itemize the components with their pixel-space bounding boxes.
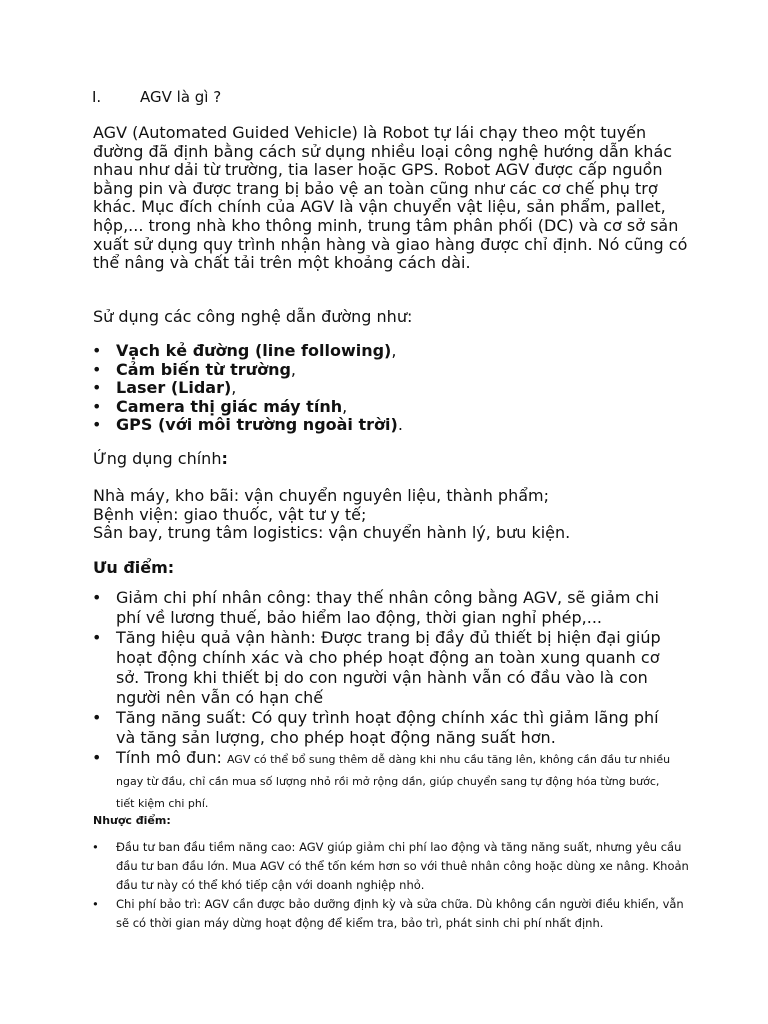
intro-paragraph: AGV (Automated Guided Vehicle) là Robot tự lái chạy theo một tuyến đường đã định bằng cách sử dụng nhiều loại công nghệ hướng dẫn khác nhau như dải từ trường, tia laser hoặc GPS. Robot AGV được cấp nguồn bằng pin và được trang bị bảo vệ an toàn cũng như các cơ chế phụ trợ khác. Mục đích chính của AGV là vận chuyển vật liệu, sản phẩm, pallet, hộp,... trong nhà kho thông minh, trung tâm phân phối (DC) và cơ sở sản xuất sử dụng quy trình nhận hàng và giao hàng được chỉ định. Nó cũng có thể nâng và chất tải trên một khoảng cách dài. — [93, 123, 688, 273]
tech-item — [92, 416, 403, 435]
tech-intro: Sử dụng các công nghệ dẫn đường như: — [93, 307, 413, 326]
tech-list — [92, 342, 403, 435]
advantage-item-rest: AGV có thể bổ sung thêm dễ dàng khi nhu cầu tăng lên, không cần đầu tư nhiều ngay từ đầu, chỉ cần mua số lượng nhỏ rồi mở rộng dần, giúp chuyển sang tự động hóa từng bước, tiết kiệm chi phí. — [116, 753, 671, 810]
application-line: Sân bay, trung tâm logistics: vận chuyển hành lý, bưu kiện. — [93, 523, 571, 543]
tech-item — [92, 379, 403, 398]
advantage-item-lead: Tính mô đun: — [116, 748, 227, 767]
tech-item — [92, 398, 403, 417]
tech-item-sep: , — [290, 359, 296, 379]
tech-item-sep: , — [391, 341, 397, 360]
tech-item-sep: , — [342, 396, 348, 416]
tech-item-sep: . — [397, 415, 403, 435]
disadvantage-item: • Chi phí bảo trì: AGV cần được bảo dưỡng định kỳ và sửa chữa. Dù không cần người điều khiển, vẫn sẽ có thời gian máy dừng hoạt động để kiểm tra, bảo trì, phát sinh chi phí nhất định. — [92, 895, 692, 933]
disadvantages-list — [92, 838, 692, 933]
applications-title-colon: : — [221, 449, 228, 468]
advantages-list — [92, 588, 672, 814]
advantages-title: Ưu điểm: — [93, 558, 175, 577]
advantage-item: • Tăng hiệu quả vận hành: Được trang bị đầy đủ thiết bị hiện đại giúp hoạt động chính xác và cho phép hoạt động an toàn xung quanh cơ sở. Trong khi thiết bị do con người vận hành vẫn có đầu vào là con người nên vẫn có hạn chế — [92, 628, 672, 708]
applications-lines — [93, 487, 693, 543]
applications-title — [93, 450, 693, 469]
disadvantages-title: Nhược điểm: — [93, 814, 171, 827]
tech-item-label: GPS (với môi trường ngoài trời) — [116, 415, 398, 435]
heading-number: I. — [92, 88, 102, 106]
heading-text: AGV là gì ? — [140, 88, 222, 106]
disadvantage-item: • Đầu tư ban đầu tiềm năng cao: AGV giúp giảm chi phí lao động và tăng năng suất, nhưng yêu cầu đầu tư ban đầu lớn. Mua AGV có thể tốn kém hơn so với thuê nhân công hoặc dùng xe nâng. Khoản đầu tư này có thể khó tiếp cận với doanh nghiệp nhỏ. — [92, 838, 692, 895]
advantage-item: • Giảm chi phí nhân công: thay thế nhân công bằng AGV, sẽ giảm chi phí về lương thuế, bảo hiểm lao động, thời gian nghỉ phép,... — [92, 588, 672, 628]
applications-title-text: Ứng dụng chính — [93, 449, 222, 468]
application-line: Nhà máy, kho bãi: vận chuyển nguyên liệu, thành phẩm; — [93, 486, 549, 505]
tech-item-label: Camera thị giác máy tính — [116, 396, 343, 416]
tech-item — [92, 342, 403, 361]
tech-item — [92, 361, 403, 380]
advantage-item — [92, 748, 672, 814]
tech-item-label: Cảm biến từ trường — [116, 359, 291, 379]
tech-item-label: Laser (Lidar) — [116, 378, 232, 398]
section-heading — [92, 88, 221, 106]
tech-item-sep: , — [231, 378, 237, 398]
application-line: Bệnh viện: giao thuốc, vật tư y tế; — [93, 504, 367, 524]
tech-item-label: Vạch kẻ đường (line following) — [116, 341, 392, 360]
advantage-item: • Tăng năng suất: Có quy trình hoạt động chính xác thì giảm lãng phí và tăng sản lượng, cho phép hoạt động năng suất hơn. — [92, 708, 672, 748]
